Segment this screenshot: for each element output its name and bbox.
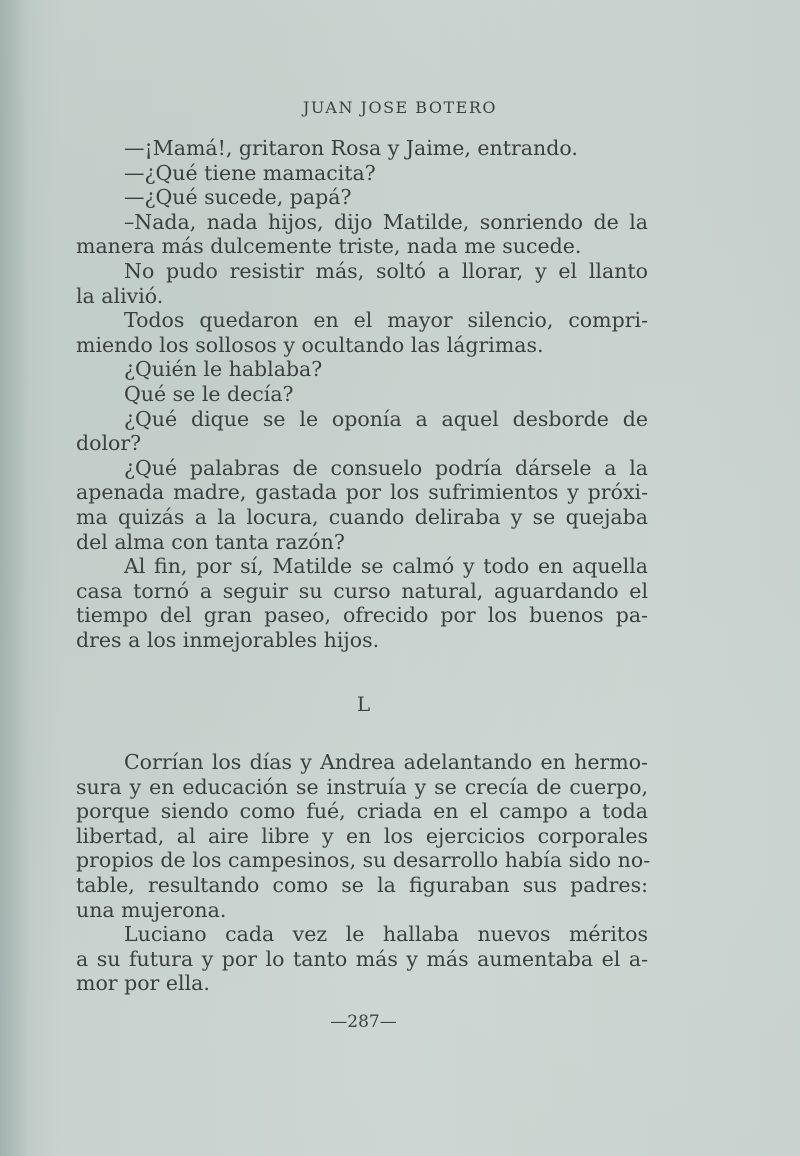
text-line: ¿Qué dique se le oponía a aquel desborde de (124, 406, 648, 431)
text-line: —¿Qué sucede, papá? (124, 185, 352, 210)
text-line: propios de los campesinos, su desarrollo había sido no- (76, 848, 651, 873)
text-line: mor por ella. (76, 971, 210, 996)
text-line: porque siendo como fué, criada en el campo a toda (76, 799, 648, 824)
text-line: del alma con tanta razón? (76, 529, 345, 554)
text-line: miendo los sollosos y ocultando las lágrimas. (76, 332, 544, 357)
text-line: a su futura y por lo tanto más y más aumentaba el a- (76, 946, 648, 971)
text-line: Al fin, por sí, Matilde se calmó y todo en aquella (124, 554, 648, 579)
text-line: ma quizás a la locura, cuando deliraba y se quejaba (76, 504, 648, 529)
text-line: ¿Quién le hablaba? (124, 357, 323, 382)
text-line: —¡Mamá!, gritaron Rosa y Jaime, entrando. (124, 136, 578, 160)
text-line: Luciano cada vez le hallaba nuevos méritos (124, 922, 648, 947)
text-line: apenada madre, gastada por los sufrimientos y próxi- (76, 480, 648, 505)
text-line: una mujerona. (76, 897, 227, 922)
text-line: dres a los inmejorables hijos. (76, 627, 380, 652)
page-number: —287— (330, 1012, 397, 1032)
text-line: Qué se le decía? (124, 381, 294, 406)
text-line: No pudo resistir más, soltó a llorar, y el llanto (124, 258, 648, 283)
binding-shadow (0, 0, 30, 1156)
text-line: libertad, al aire libre y en los ejercicios corporales (76, 823, 648, 848)
text-line: sura y en educación se instruía y se crecía de cuerpo, (76, 774, 648, 799)
text-line: Corrían los días y Andrea adelantando en hermo- (124, 750, 648, 774)
running-head: JUAN JOSE BOTERO (303, 98, 497, 117)
text-line: casa tornó a seguir su curso natural, aguardando el (76, 578, 648, 603)
text-line: Todos quedaron en el mayor silencio, compri- (124, 308, 648, 333)
text-line: ¿Qué palabras de consuelo podría dársele a la (124, 455, 648, 480)
section-heading: L (356, 692, 371, 716)
body-text-top (76, 136, 648, 652)
text-line: table, resultando como se la figuraban sus padres: (76, 872, 648, 897)
text-line: dolor? (76, 431, 142, 456)
body-text-bottom (76, 750, 651, 996)
text-line: manera más dulcemente triste, nada me sucede. (76, 234, 582, 259)
text-line: –Nada, nada hijos, dijo Matilde, sonriendo de la (124, 209, 648, 234)
text-line: la alivió. (76, 283, 164, 308)
text-line: —¿Qué tiene mamacita? (124, 160, 376, 185)
text-line: tiempo del gran paseo, ofrecido por los buenos pa- (76, 603, 648, 628)
